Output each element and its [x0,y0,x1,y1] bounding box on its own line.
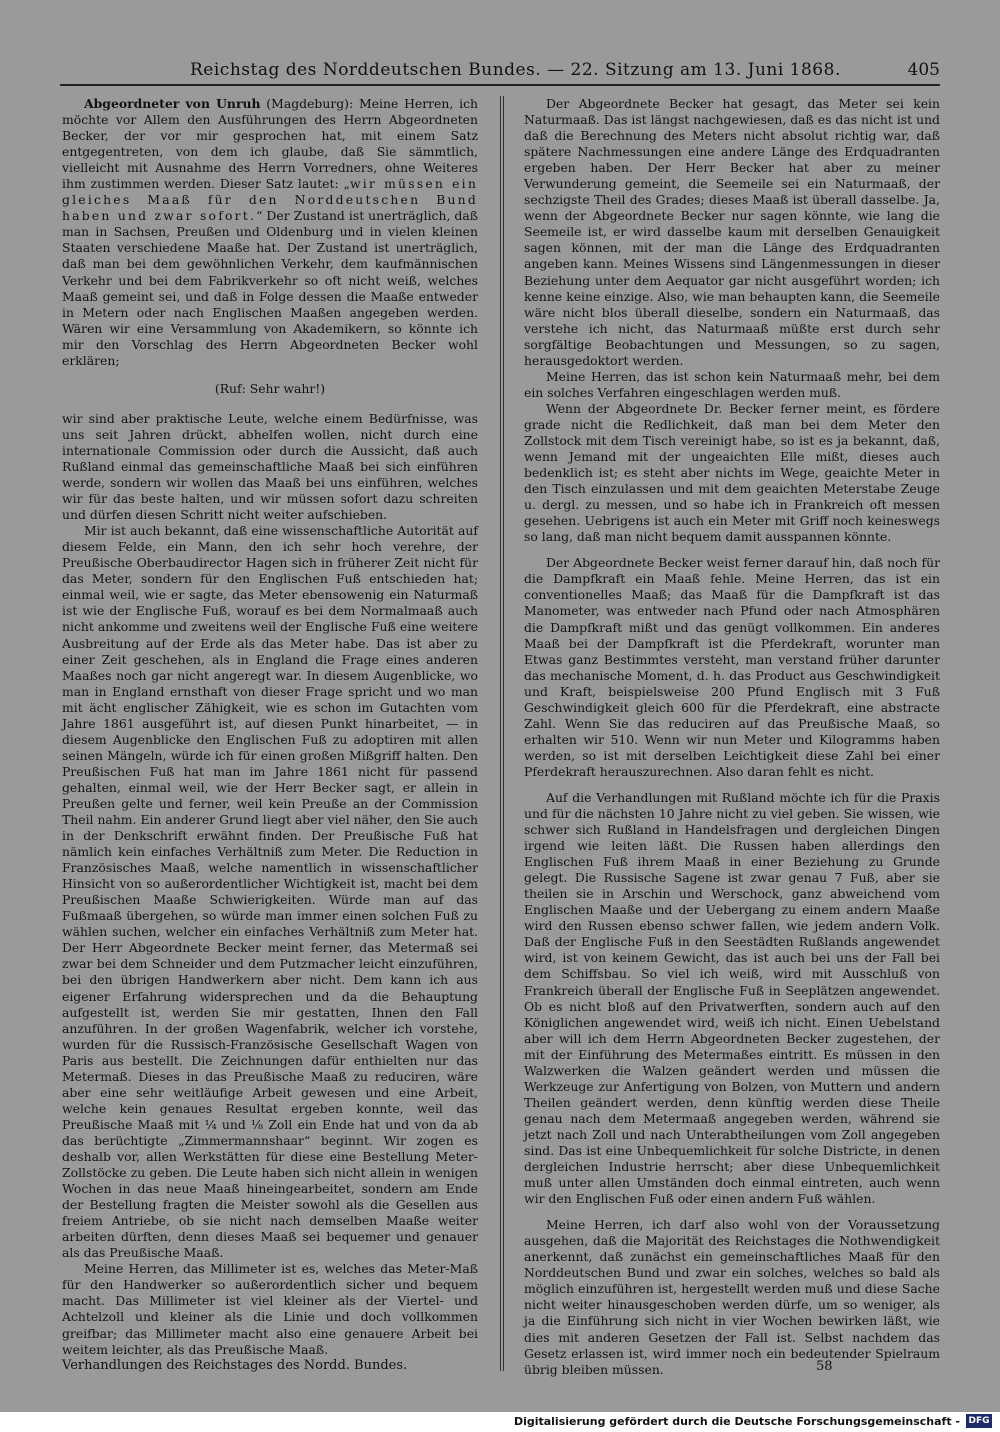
paragraph: Auf die Verhandlungen mit Rußland möchte ich für die Praxis und für die nächsten 10 Jahre nicht zu viel geben. Sie wissen, wie schwer sich Rußland in Handelsfragen und dergleichen Dingen irgend wie leiten läßt. Die Russen haben allerdings den Englischen Fuß ihrem Maaß in einer Beziehung zu Grunde gelegt. Die Russische Sagene ist zwar genau 7 Fuß, aber sie theilen sie in Arschin und Werschock, ganz abweichend vom Englischen Maaße und der Uebergang zu einem andern Maaße wird den Russen ebenso schwer fallen, wie jedem andern Volk. Daß der Englische Fuß in den Seestädten Rußlands angewendet wird, ist von keinem Gewicht, das ist auch bei uns der Fall bei dem Schiffsbau. So viel ich weiß, wird mit Ausschluß von Frankreich überall der Englische Fuß in Seeplätzen angewendet. Ob es nicht bloß auf den Privatwerften, sondern auch auf den Königlichen angewendet wird, weiß ich nicht. Einen Uebelstand aber will ich dem Herrn Abgeordneten Becker zugestehen, der mit der Einführung des Metermaßes eintritt. Es müssen in den Walzwerken die Walzen geändert werden und müssen die Werkzeuge zur Anfertigung von Bolzen, von Muttern und andern Theilen geändert werden, denn künftig werden diese Theile genau nach dem Metermaaß angegeben werden, während sie jetzt nach Zoll und nach Unterabtheilungen vom Zoll angegeben sind. Das ist eine Unbequemlichkeit für solche Districte, in denen dergleichen Industrie herrscht; aber diese Unbequemlichkeit muß unter allen Umständen doch einmal eintreten, auch wenn wir den Englischen Fuß oder einen andern Fuß wählen. [524,789,940,1207]
paragraph: Mir ist auch bekannt, daß eine wissenschaftliche Autorität auf diesem Felde, ein Mann, den ich sehr hoch verehre, der Preußische Oberbaudirector Hagen sich in früherer Zeit nicht für das Meter, sondern für den Englischen Fuß entschieden hat; einmal weil, wie er sagte, das Meter ebensowenig ein Naturmaß ist wie der Englische Fuß, worauf es bei dem Normalmaaß auch nicht ankomme und zweitens weil der Englische Fuß eine weitere Ausbreitung auf der Erde als das Meter habe. Das ist aber zu einer Zeit geschehen, als in England die Frage eines anderen Maaßes noch gar nicht angeregt war. In diesem Augenblicke, wo man in England ernsthaft von dieser Frage spricht und wo man mit ächt englischer Zähigkeit, wie es schon im Gutachten vom Jahre 1861 ausgeführt ist, auf diesen Punkt hinarbeitet, — in diesem Augenblicke den Englischen Fuß zu adoptiren mit allen seinen Mängeln, würde ich für einen großen Mißgriff halten. Den Preußischen Fuß hat man im Jahre 1861 nicht für passend gehalten, einmal weil, wie der Herr Becker sagt, er allein in Preußen gelte und ferner, weil kein Preuße an der Commission Theil nahm. Ein anderer Grund liegt aber viel näher, den Sie auch in der Denkschrift erwähnt finden. Der Preußische Fuß hat nämlich kein einfaches Verhältniß zum Meter. Die Reduction in Französisches Maaß, welche namentlich in wissenschaftlicher Hinsicht von so außerordentlicher Wichtigkeit ist, macht bei dem Preußischen Maaße Schwierigkeiten. Würde man auf das Fußmaaß übergehen, so würde man immer einen solchen Fuß zu wählen suchen, welcher ein einfaches Verhältniß zum Meter hat. Der Herr Abgeordnete Becker meint ferner, das Metermaß sei zwar bei dem Schneider und dem Putzmacher leicht einzuführen, bei den übrigen Handwerkern aber nicht. Dem kann ich aus eigener Erfahrung widersprechen und da die Behauptung aufgestellt ist, werden Sie mir gestatten, Ihnen den Fall anzuführen. In der großen Wagenfabrik, welcher ich vorstehe, wurden für die Russisch-Französische Gesellschaft Wagen von Paris aus bestellt. Die Zeichnungen dafür enthielten nur das Metermaß. Dieses in das Preußische Maaß zu reduciren, wäre aber eine sehr weitläufige Arbeit gewesen und eine Arbeit, welche kein genaues Resultat ergeben konnte, weil das Preußische Maaß mit ¼ und ⅛ Zoll ein Ende hat und von da ab das berüchtigte „Zimmermannshaar“ beginnt. Wir zogen es deshalb vor, allen Werkstätten für diese eine Bestellung Meter-Zollstöcke zu geben. Die Leute haben sich nicht allein in wenigen Wochen in das neue Maaß hineingearbeitet, sondern am Ende der Bestellung fragten die Meister sowohl als die Gesellen aus freiem Antriebe, ob sie nicht nach demselben Maaße weiter arbeiten dürften, denn dieses Maaß sei bequemer und genauer als das Preußische Maaß. [62,523,478,1261]
speaker-name: Abgeordneter von Unruh [84,96,261,111]
dfg-logo-icon: DFG [966,1414,992,1428]
text-run: (Magdeburg): Meine Herren, ich möchte vor Allem den Ausführungen des Herrn Abgeordneten Becker, der vor mir gesprochen hat, mit einem Satz entgegentreten, von dem ich glaube, daß Sie sämmtlich, vielleicht mit Ausnahme des Herrn Vorredners, ohne Weiteres ihm zustimmen werden. Dieser Satz lautet: „ [62,96,478,192]
source-line: Verhandlungen des Reichstages des Nordd. Bundes. [62,1358,408,1373]
sheet-number: 58 [816,1359,833,1374]
paragraph: Meine Herren, das Millimeter ist es, welches das Meter-Maß für den Handwerker so außerordentlich sicher und bequem macht. Das Millimeter ist viel kleiner als der Viertel- und Achtelzoll und kleiner als die Linie und doch vollkommen greifbar; das Millimeter macht also eine genauere Arbeit bei weitem leichter, als das Preußische Maaß. [62,1261,478,1357]
running-header [60,58,940,86]
paragraph: Der Abgeordnete Becker weist ferner darauf hin, daß noch für die Dampfkraft ein Maaß fehle. Meine Herren, das ist ein conventionelles Maaß; das Maaß für die Dampfkraft ist das Manometer, was entweder nach Pfund oder nach Atmosphären die Dampfkraft mißt und das genügt vollkommen. Ein anderes Maaß bei der Dampfkraft ist die Pferdekraft, worunter man Etwas ganz Bestimmtes versteht, man verstand früher darunter das mechanische Moment, d. h. das Product aus Geschwindigkeit und Kraft, beispielsweise 200 Pfund Englisch mit 3 Fuß Geschwindigkeit gleich 600 für die Pferdekraft, eine abstracte Zahl. Wenn Sie das reduciren auf das Preußische Maaß, so erhalten wir 510. Wenn wir nun Meter und Kilogramms haben werden, so ist mit derselben Leichtigkeit diese Zahl bei einer Pferdekraft herauszurechnen. Also daran fehlt es nicht. [524,555,940,779]
header-rule [60,84,940,86]
paragraph: Der Abgeordnete Becker hat gesagt, das Meter sei kein Naturmaaß. Das ist längst nachgewiesen, daß es das nicht ist und daß die Berechnung des Meters nicht absolut richtig war, daß spätere Nachmessungen eine andere Länge des Erdquadranten ergeben haben. Der Herr Becker hat aber zu meiner Verwunderung gemeint, die Seemeile sei ein Naturmaaß, der sechzigste Theil des Grades; dieses Maaß ist überall dasselbe. Ja, wenn der Abgeordnete Becker nur sagen könnte, wie lang die Seemeile ist, er wird dasselbe kaum mit derselben Genauigkeit sagen können, mit der man die Länge des Erdquadranten angeben kann. Meines Wissens sind Längenmessungen in dieser Beziehung unter dem Aequator gar nicht ausgeführt worden; ich kenne keine einzige. Also, wie man behaupten kann, die Seemeile wäre nicht blos überall dieselbe, sondern ein Naturmaaß, das verstehe ich nicht, das Naturmaaß müßte erst durch sehr sorgfältige Beobachtungen und Messungen, so zu sagen, herausgedoktort werden. [524,96,940,368]
digitization-credit: Digitalisierung gefördert durch die Deutsche Forschungsgemeinschaft - [513,1415,960,1428]
interjection: (Ruf: Sehr wahr!) [214,380,326,396]
paragraph: wir sind aber praktische Leute, welche einem Bedürfnisse, was uns seit Jahren drückt, abhelfen wollen, nicht durch eine internationale Commission oder durch die Aussicht, daß auch Rußland einmal das gemeinschaftliche Maaß bei sich einführen werde, sondern wir wollen das Maaß bei uns einführen, welches wir für das beste halten, und wir müssen sofort dazu schreiten und dürfen diesen Schritt nicht weiter aufschieben. [62,410,478,523]
paragraph: Wenn der Abgeordnete Dr. Becker ferner meint, es fördere grade nicht die Redlichkeit, daß man bei dem Meter den Zollstock mit dem Tisch vereinigt habe, so ist es ja bekannt, daß, wenn Jemand mit der ungeaichten Elle mißt, dieses auch bedenklich ist; es steht aber nichts im Wege, geaichte Meter in den Tisch einzulassen und mit dem geaichten Meterstabe Zeuge u. dergl. zu messen, und so habe ich in Frankreich oft messen gesehen. Uebrigens ist auch ein Meter mit Griff noch keineswegs so lang, daß man nicht bequem damit ausspannen könnte. [524,400,940,545]
page-number: 405 [907,60,940,80]
paragraph: Meine Herren, ich darf also wohl von der Voraussetzung ausgehen, daß die Majorität des Reichstages die Nothwendigkeit anerkennt, daß zunächst ein gemeinschaftliches Maaß für den Norddeutschen Bund und zwar ein solches, welches so bald als möglich einzuführen ist, hergestellt werden muß und diese Sache nicht weiter hinausgeschoben werden dürfe, um so weniger, als ja die Einführung sich nicht in vier Wochen bewirken läßt, wie dies mit anderen Gesetzen der Fall ist. Selbst nachdem das Gesetz erlassen ist, wird immer noch ein bedeutender Spielraum übrig bleiben müssen. [524,1217,940,1377]
right-column [524,96,940,1378]
paragraph [62,96,478,369]
column-divider [503,96,504,1371]
paragraph: Meine Herren, das ist schon kein Naturmaaß mehr, bei dem ein solches Verfahren eingeschlagen werden muß. [524,368,940,400]
header-title: Reichstag des Norddeutschen Bundes. — 22. Sitzung am 13. Juni 1868. [190,60,841,80]
column-divider [500,96,501,1371]
left-column [62,96,478,1358]
text-run: “ Der Zustand ist unerträglich, daß man in Sachsen, Preußen und Oldenburg und in vielen kleinen Staaten verschiedene Maaße hat. Der Zustand ist unerträglich, daß man bei dem gewöhnlichen Verkehr, dem kaufmännischen Verkehr und bei dem Fabrikverkehr so oft nicht weiß, welches Maaß gemeint sei, und daß in Folge dessen die Maaße entweder in Metern oder nach Englischen Maaßen angegeben werden. Wären wir eine Versammlung von Akademikern, so könnte ich mir den Vorschlag des Herrn Abgeordneten Becker wohl erklären; [62,208,479,368]
emphasized-quote: wir müssen ein gleiches Maaß für den Norddeutschen Bund haben und zwar sofort. [62,176,478,224]
